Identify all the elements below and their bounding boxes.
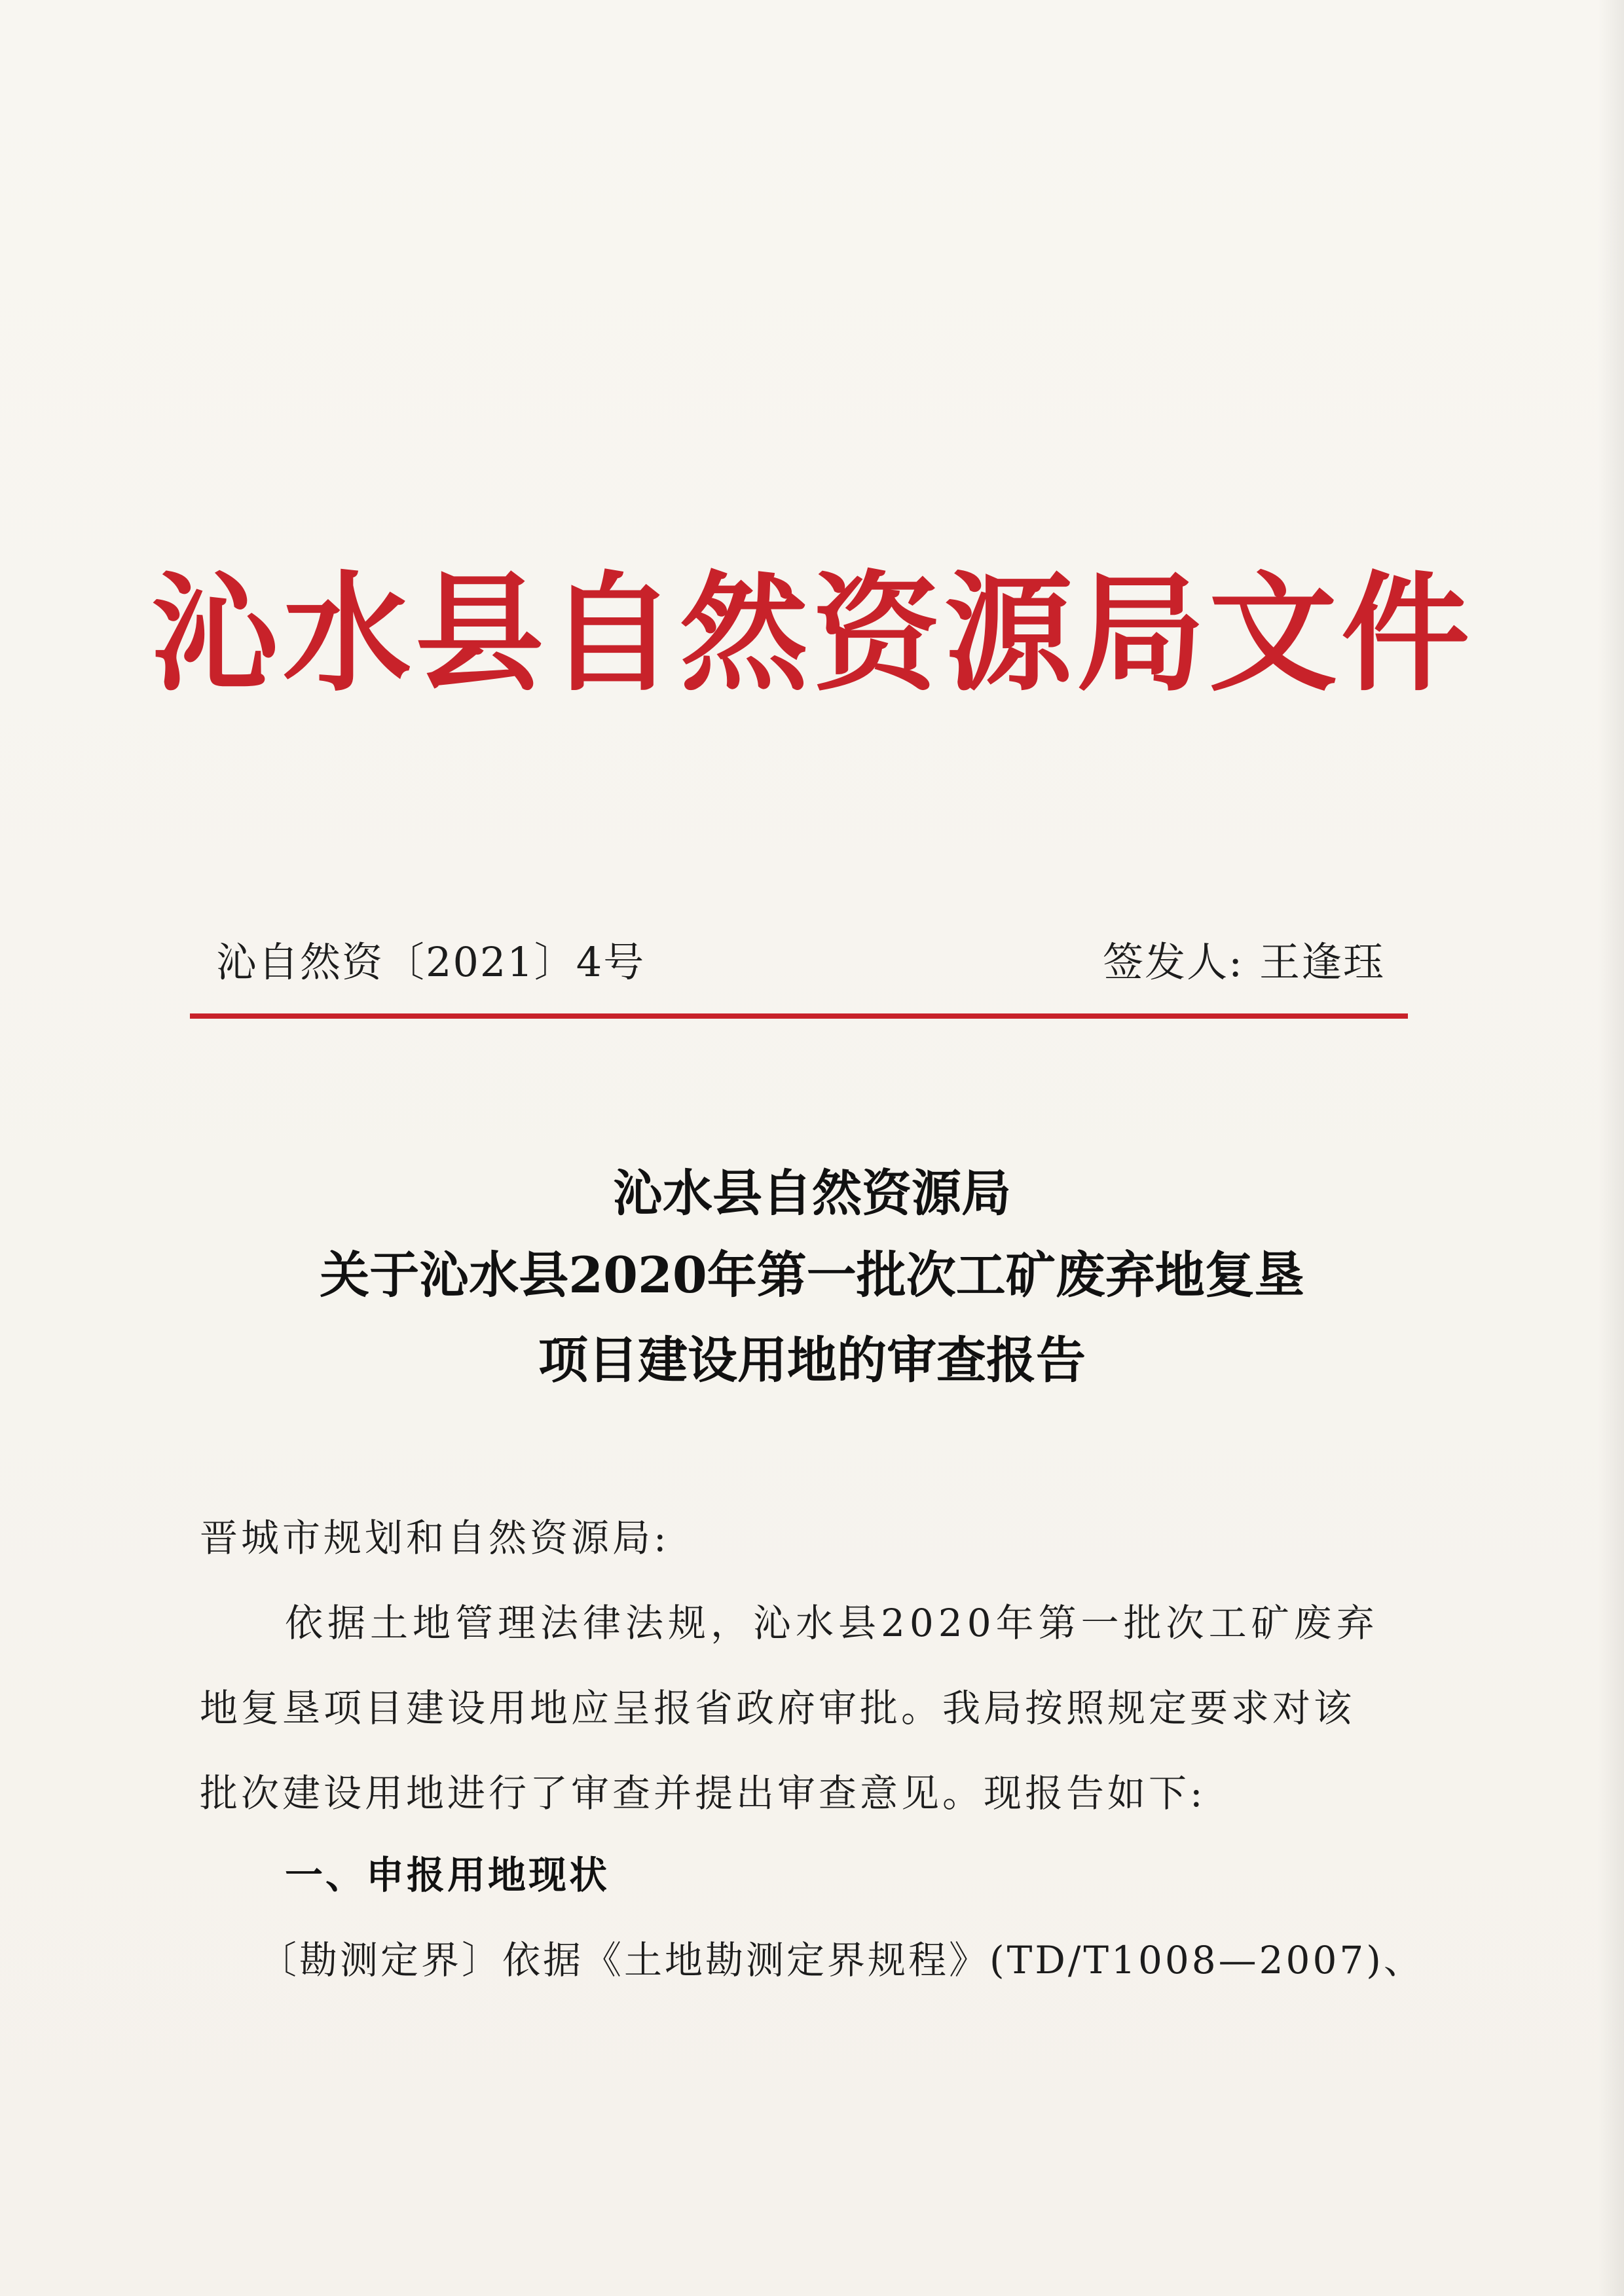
report-title-line-3: 项目建设用地的审查报告 bbox=[538, 1331, 1086, 1389]
addressee: 晋城市规划和自然资源局: bbox=[200, 1516, 670, 1560]
document-header-title: 沁水县自然资源局文件 bbox=[150, 558, 1473, 709]
issuer-name: 王逢珏 bbox=[1259, 938, 1385, 986]
issuer-block bbox=[1103, 930, 1385, 988]
report-title-line-1: 沁水县自然资源局 bbox=[613, 1164, 1011, 1222]
report-title-line-2: 关于沁水县2020年第一批次工矿废弃地复垦 bbox=[320, 1246, 1304, 1304]
header-divider-line bbox=[190, 1013, 1408, 1019]
paragraph-1-line-3: 批次建设用地进行了审查并提出审查意见。现报告如下: bbox=[200, 1771, 1206, 1815]
paragraph-1-line-1: 依据土地管理法律法规，沁水县2020年第一批次工矿废弃 bbox=[285, 1601, 1379, 1645]
paragraph-1-line-2: 地复垦项目建设用地应呈报省政府审批。我局按照规定要求对该 bbox=[200, 1686, 1356, 1730]
document-number: 沁自然资〔2021〕4号 bbox=[216, 938, 646, 986]
section-heading-1: 一、申报用地现状 bbox=[285, 1853, 610, 1897]
page-edge-shadow bbox=[1598, 0, 1624, 2296]
issuer-label: 签发人: bbox=[1103, 938, 1244, 986]
paragraph-2-line-1: 〔勘测定界〕依据《土地勘测定界规程》(TD/T1008—2007)、 bbox=[259, 1938, 1424, 1982]
